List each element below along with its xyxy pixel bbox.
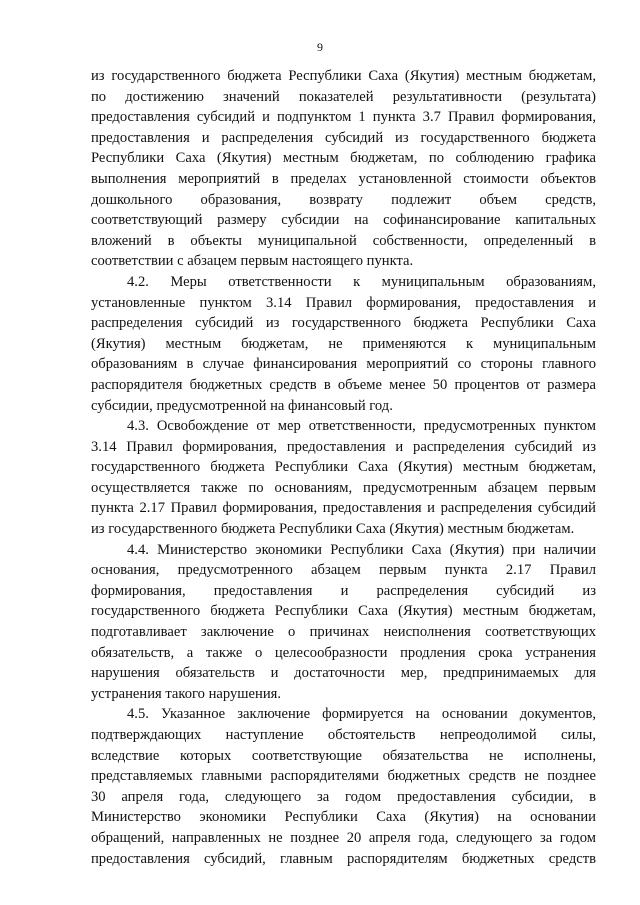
text-line: обращений, направленных не позднее 20 апреля года, следующего за годом <box>91 829 596 846</box>
text-line: соответствии с абзацем первым настоящего пункта. <box>91 253 414 270</box>
text-line: государственного бюджета Республики Саха (Якутия) местным бюджетам, <box>91 459 596 476</box>
page-number: 9 <box>317 40 323 54</box>
text-line: (Якутия) местным бюджетам, не применяются к муниципальным <box>91 335 596 352</box>
text-line: подтверждающих наступление обстоятельств непреодолимой силы, <box>91 727 596 743</box>
text-line: нарушения обязательств и достаточности мер, предпринимаемых для <box>91 665 596 682</box>
text-line: устранения такого нарушения. <box>91 685 282 702</box>
text-line: вследствие которых соответствующие обязательства не исполнены, <box>91 747 596 764</box>
text-line: Министерство экономики Республики Саха (Якутия) на основании <box>91 809 596 826</box>
text-line: распределения субсидий из государственного бюджета Республики Саха <box>91 315 596 332</box>
text-line: формирования, предоставления и распределения субсидий из <box>91 582 596 599</box>
text-line: 4.2. Меры ответственности к муниципальным образованиям, <box>127 273 596 290</box>
text-line: субсидии, предусмотренной на финансовый год. <box>91 397 393 414</box>
text-line: подготавливает заключение о причинах неисполнения соответствующих <box>91 624 596 641</box>
text-line: дошкольного образования, возврату подлежит объем средств, <box>91 191 596 208</box>
text-line: 4.3. Освобождение от мер ответственности, предусмотренных пунктом <box>127 418 596 435</box>
text-line: основания, предусмотренного абзацем первым пункта 2.17 Правил <box>91 562 596 579</box>
text-line: предоставления и распределения субсидий из государственного бюджета <box>91 129 596 146</box>
text-line: 4.5. Указанное заключение формируется на основании документов, <box>127 706 596 723</box>
text-line: государственного бюджета Республики Саха (Якутия) местным бюджетам, <box>91 603 596 620</box>
text-line: вложений в объекты муниципальной собственности, определенный в <box>91 232 596 249</box>
text-line: обязательств, а также о целесообразности продления срока устранения <box>91 644 596 661</box>
text-line: пункта 2.17 Правил формирования, предоставления и распределения субсидий <box>91 500 596 517</box>
text-line: выполнения мероприятий в пределах установленной стоимости объектов <box>91 170 596 187</box>
text-line: Республики Саха (Якутия) местным бюджетам, по соблюдению графика <box>91 150 596 167</box>
text-line: по достижению значений показателей результативности (результата) <box>91 88 596 105</box>
text-line: предоставления субсидий, главным распорядителям бюджетных средств <box>91 850 596 867</box>
text-line: из государственного бюджета Республики Саха (Якутия) местным бюджетам, <box>91 68 596 84</box>
text-line: соответствующий размеру субсидии на софинансирование капитальных <box>91 212 596 229</box>
text-line: осуществляется также по основаниям, предусмотренным абзацем первым <box>91 479 596 496</box>
text-line: установленные пунктом 3.14 Правил формирования, предоставления и <box>91 294 596 311</box>
text-line: представляемых главными распорядителями бюджетных средств не позднее <box>91 768 596 785</box>
text-line: 30 апреля года, следующего за годом предоставления субсидии, в <box>91 788 596 805</box>
text-line: распорядителя бюджетных средств в объеме менее 50 процентов от размера <box>91 376 596 393</box>
text-line: предоставления субсидий и подпунктом 1 пункта 3.7 Правил формирования, <box>91 109 596 126</box>
text-line: 3.14 Правил формирования, предоставления и распределения субсидий из <box>91 438 596 455</box>
text-line: из государственного бюджета Республики Саха (Якутия) местным бюджетам. <box>91 521 575 538</box>
text-line: 4.4. Министерство экономики Республики Саха (Якутия) при наличии <box>127 541 596 558</box>
document-body <box>91 66 596 869</box>
text-line: образованиям в случае финансирования мероприятий со стороны главного <box>91 356 596 373</box>
